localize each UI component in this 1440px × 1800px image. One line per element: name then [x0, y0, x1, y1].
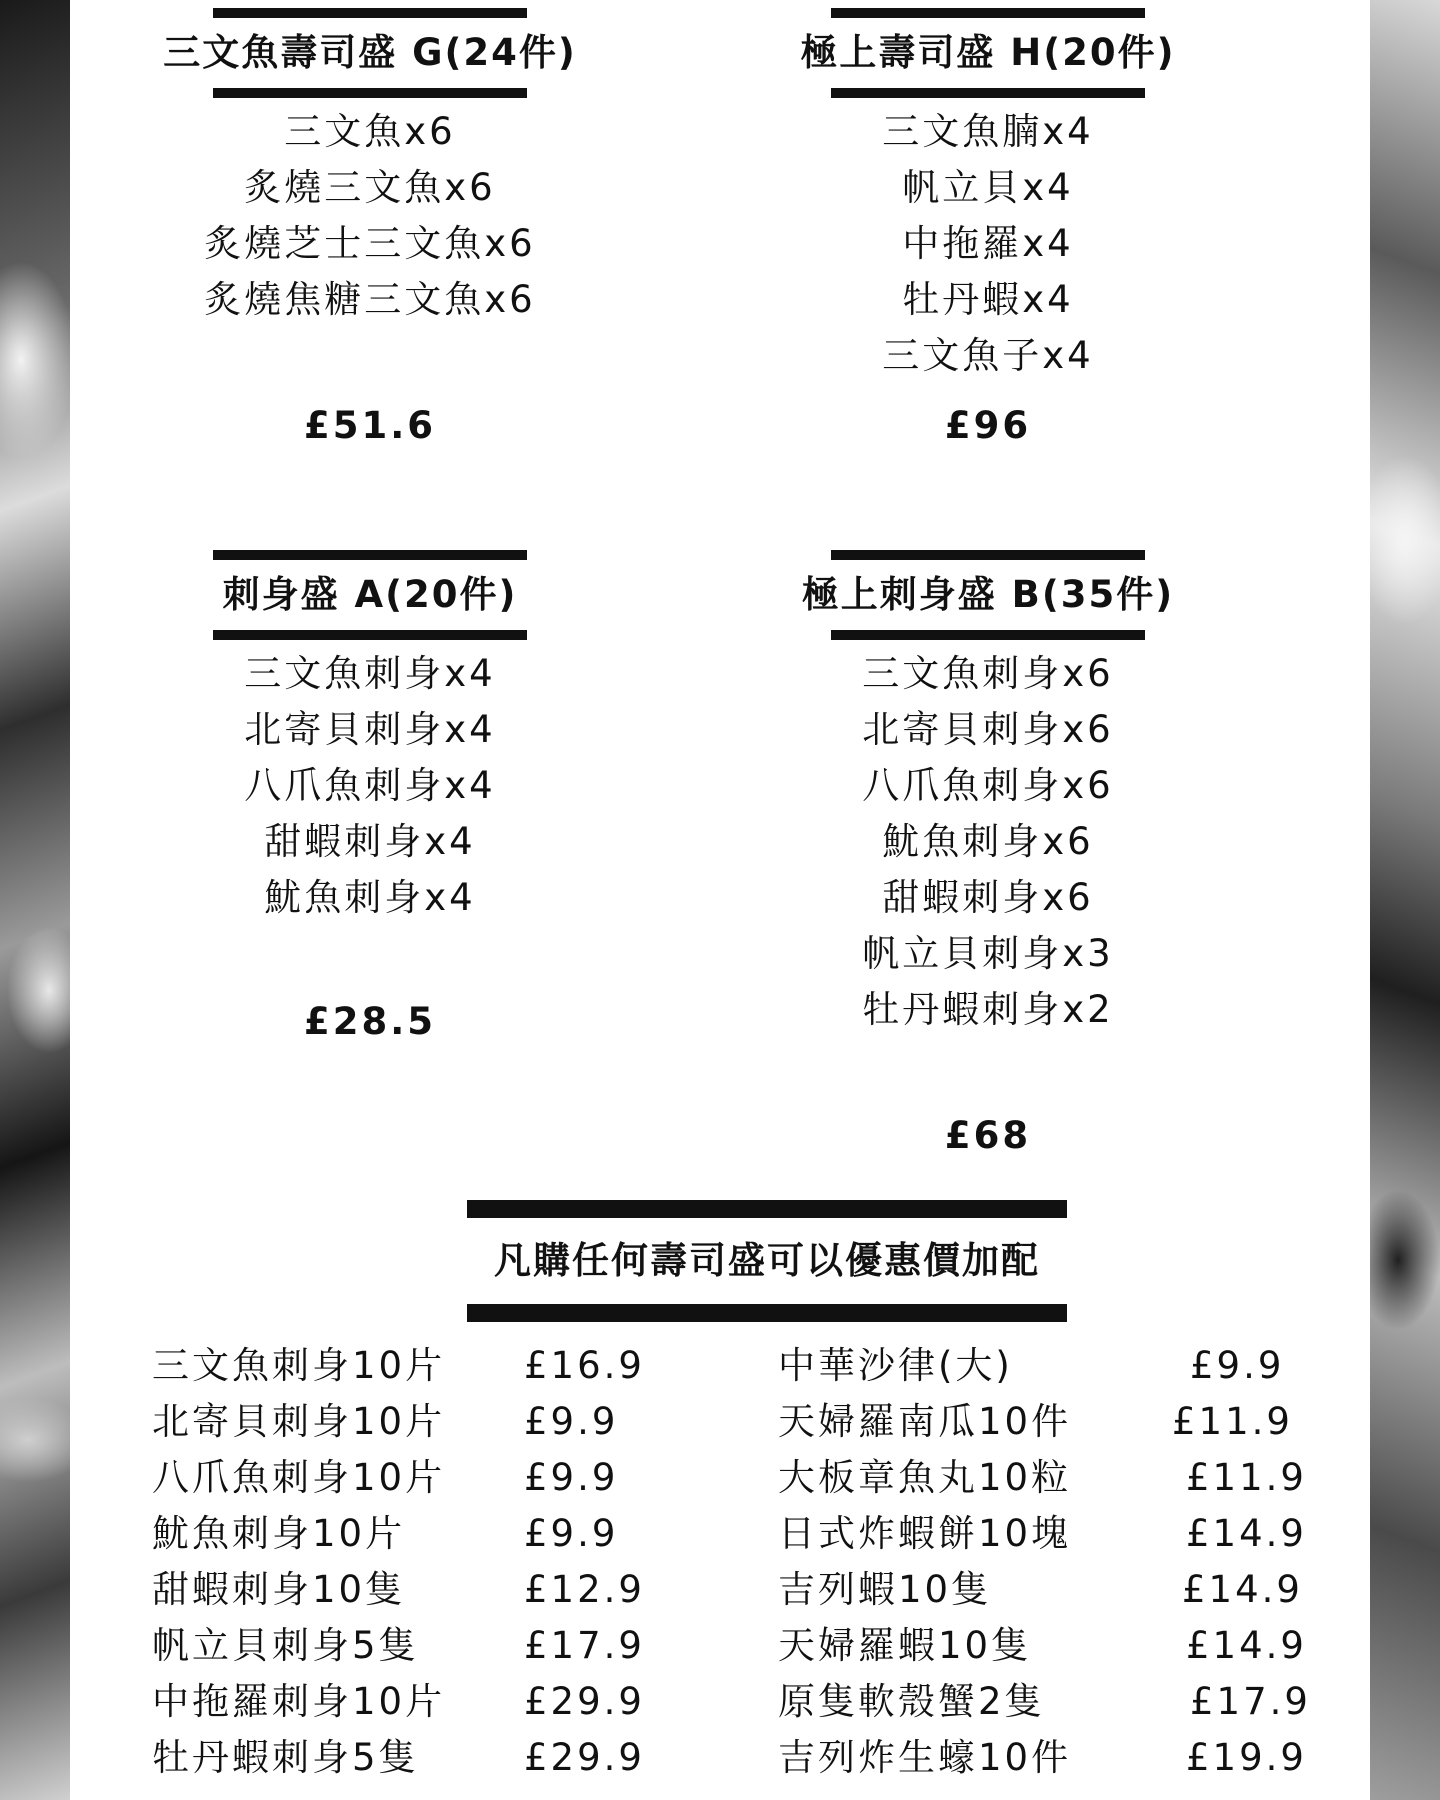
- set-item-list: [758, 104, 1218, 384]
- list-item: [152, 1730, 712, 1786]
- menu-page: [70, 0, 1370, 1800]
- list-item: [152, 1618, 712, 1674]
- addon-price: £19.9: [1186, 1736, 1307, 1779]
- addon-name: 魷魚刺身10片: [152, 1512, 406, 1555]
- list-item: [778, 1450, 1338, 1506]
- addon-price: £29.9: [524, 1680, 645, 1723]
- title-bar-top: [213, 8, 527, 18]
- list-item: [778, 1338, 1338, 1394]
- addon-price: £14.9: [1186, 1624, 1307, 1667]
- addon-name: 吉列炸生蠔10件: [778, 1736, 1072, 1779]
- set-price: £28.5: [303, 1000, 437, 1043]
- right-texture-border: [1370, 0, 1440, 1800]
- addon-price: £14.9: [1182, 1568, 1303, 1611]
- list-item: 三文魚刺身x4: [244, 652, 496, 695]
- addon-price: £9.9: [524, 1456, 619, 1499]
- addon-name: 帆立貝刺身5隻: [152, 1624, 419, 1667]
- title-bar-top: [831, 8, 1145, 18]
- list-item: [152, 1450, 712, 1506]
- addon-price: £9.9: [1190, 1344, 1285, 1387]
- set-item-list: [140, 104, 600, 328]
- list-item: 三文魚腩x4: [882, 110, 1094, 153]
- list-item: 八爪魚刺身x4: [244, 764, 496, 807]
- list-item: 炙燒三文魚x6: [244, 166, 496, 209]
- addon-name: 吉列蝦10隻: [778, 1568, 992, 1611]
- addon-name: 大板章魚丸10粒: [778, 1456, 1072, 1499]
- addon-price: £11.9: [1172, 1400, 1293, 1443]
- addon-name: 天婦羅南瓜10件: [778, 1400, 1072, 1443]
- set-item-list: [758, 646, 1218, 1038]
- list-item: [778, 1618, 1338, 1674]
- addon-name: 甜蝦刺身10隻: [152, 1568, 406, 1611]
- set-title: 三文魚壽司盛 G(24件): [163, 31, 577, 74]
- title-bar-bottom: [213, 88, 527, 98]
- list-item: 三文魚子x4: [882, 334, 1094, 377]
- list-item: [152, 1562, 712, 1618]
- title-bar-top: [831, 550, 1145, 560]
- addon-name: 中華沙律(大): [778, 1344, 1013, 1387]
- list-item: [152, 1674, 712, 1730]
- addon-name: 八爪魚刺身10片: [152, 1456, 446, 1499]
- title-bar-bottom: [213, 630, 527, 640]
- set-g: [140, 8, 600, 448]
- list-item: [778, 1506, 1338, 1562]
- title-bar-top: [467, 1200, 1067, 1218]
- addon-name: 天婦羅蝦10隻: [778, 1624, 1032, 1667]
- addon-title: 凡購任何壽司盛可以優惠價加配: [494, 1239, 1040, 1282]
- addon-name: 日式炸蝦餅10塊: [778, 1512, 1072, 1555]
- addon-name: 三文魚刺身10片: [152, 1344, 446, 1387]
- addon-name: 北寄貝刺身10片: [152, 1400, 446, 1443]
- list-item: 魷魚刺身x4: [264, 876, 476, 919]
- addon-price: £29.9: [524, 1736, 645, 1779]
- addon-name: 原隻軟殼蟹2隻: [778, 1680, 1045, 1723]
- title-bar-top: [213, 550, 527, 560]
- addon-price: £16.9: [524, 1344, 645, 1387]
- list-item: 北寄貝刺身x4: [244, 708, 496, 751]
- set-title: 極上刺身盛 B(35件): [801, 573, 1175, 616]
- addon-price: £14.9: [1186, 1512, 1307, 1555]
- list-item: 魷魚刺身x6: [882, 820, 1094, 863]
- addon-price: £9.9: [524, 1512, 619, 1555]
- set-a: [140, 550, 600, 1050]
- set-title: 極上壽司盛 H(20件): [800, 31, 1176, 74]
- list-item: [778, 1562, 1338, 1618]
- list-item: 炙燒焦糖三文魚x6: [204, 278, 536, 321]
- addon-price: £9.9: [524, 1400, 619, 1443]
- set-price: £68: [944, 1114, 1032, 1157]
- list-item: 北寄貝刺身x6: [862, 708, 1114, 751]
- list-item: 三文魚刺身x6: [862, 652, 1114, 695]
- list-item: [152, 1394, 712, 1450]
- list-item: [152, 1506, 712, 1562]
- set-item-list: [140, 646, 600, 926]
- title-bar-bottom: [467, 1304, 1067, 1322]
- addon-list-right: [778, 1338, 1338, 1786]
- left-texture-border: [0, 0, 70, 1800]
- list-item: 八爪魚刺身x6: [862, 764, 1114, 807]
- list-item: 炙燒芝士三文魚x6: [204, 222, 536, 265]
- set-b: [758, 550, 1218, 1157]
- addon-price: £11.9: [1186, 1456, 1307, 1499]
- set-price: £96: [944, 404, 1032, 447]
- list-item: 三文魚x6: [284, 110, 456, 153]
- list-item: 中拖羅x4: [902, 222, 1074, 265]
- list-item: [778, 1730, 1338, 1786]
- addon-header: [467, 1200, 1067, 1322]
- title-bar-bottom: [831, 630, 1145, 640]
- addon-name: 牡丹蝦刺身5隻: [152, 1736, 419, 1779]
- addon-price: £17.9: [1190, 1680, 1311, 1723]
- list-item: 牡丹蝦x4: [902, 278, 1074, 321]
- list-item: [152, 1338, 712, 1394]
- addon-price: £17.9: [524, 1624, 645, 1667]
- title-bar-bottom: [831, 88, 1145, 98]
- list-item: 甜蝦刺身x4: [264, 820, 476, 863]
- list-item: [778, 1394, 1338, 1450]
- set-price: £51.6: [303, 404, 437, 447]
- list-item: 帆立貝x4: [902, 166, 1074, 209]
- set-title: 刺身盛 A(20件): [222, 573, 518, 616]
- set-h: [758, 8, 1218, 448]
- addon-price: £12.9: [524, 1568, 645, 1611]
- addon-list-left: [152, 1338, 712, 1786]
- list-item: 牡丹蝦刺身x2: [862, 988, 1114, 1031]
- list-item: 甜蝦刺身x6: [882, 876, 1094, 919]
- list-item: [778, 1674, 1338, 1730]
- list-item: 帆立貝刺身x3: [862, 932, 1114, 975]
- addon-name: 中拖羅刺身10片: [152, 1680, 446, 1723]
